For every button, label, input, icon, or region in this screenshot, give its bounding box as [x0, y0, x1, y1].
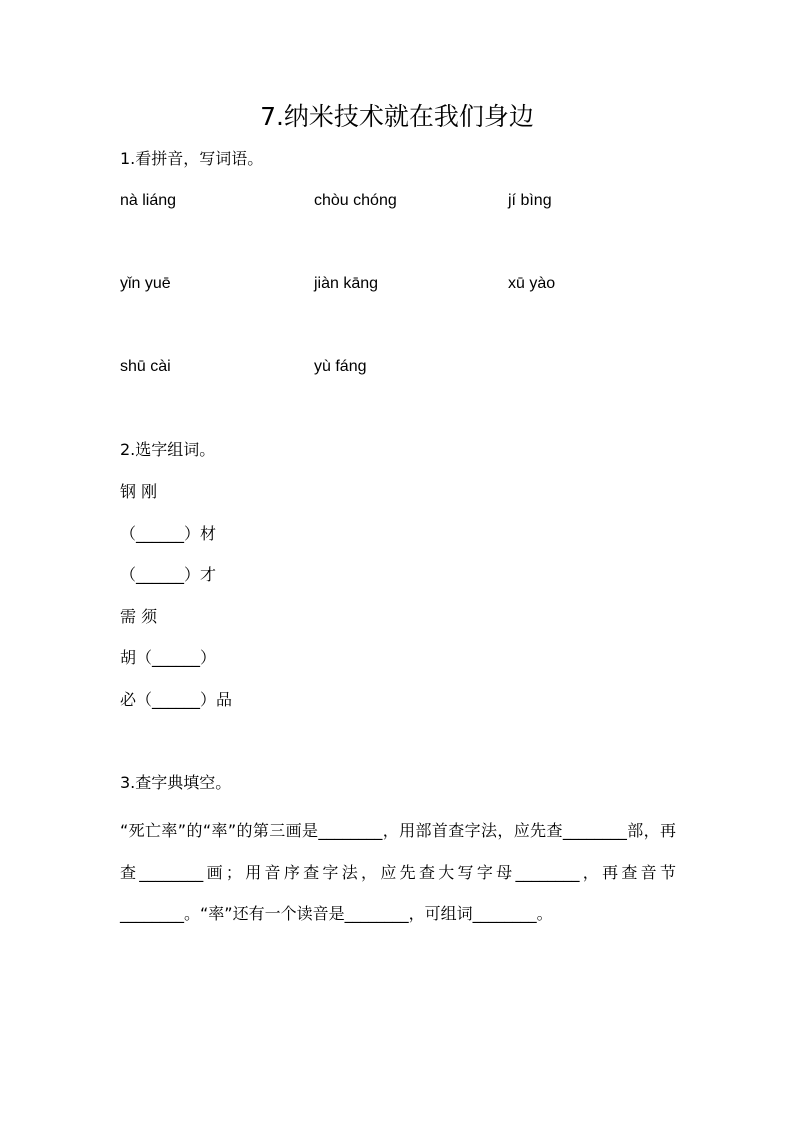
pinyin-item: shū cài	[120, 358, 171, 375]
pinyin-item: yù fáng	[314, 358, 367, 375]
pinyin-item: jiàn kāng	[314, 275, 379, 292]
pinyin-item: yǐn yuē	[120, 275, 171, 292]
fill-blank-line: 胡（______）	[120, 648, 217, 667]
section3-heading: 3.查字典填空。	[120, 773, 232, 792]
char-choice-group2: 需 须	[120, 607, 158, 626]
section2-heading: 2.选字组词。	[120, 440, 216, 459]
dictionary-question-paragraph: “死亡率”的“率”的第三画是________，用部首查字法，应先查________部，再查________画；用音序查字法，应先查大写字母________，再查音节________。“率”还有一个读音是________，可组词________。	[120, 821, 676, 923]
char-choice-group1: 钢 刚	[120, 482, 158, 501]
page-title: 7.纳米技术就在我们身边	[260, 102, 534, 131]
pinyin-item: jí bìng	[508, 192, 552, 209]
section1-heading: 1.看拼音，写词语。	[120, 149, 264, 168]
fill-blank-line: （______）材	[120, 524, 217, 543]
fill-blank-line: 必（______）品	[120, 690, 233, 709]
fill-blank-line: （______）才	[120, 565, 217, 584]
pinyin-item: chòu chóng	[314, 192, 397, 209]
pinyin-item: xū yào	[508, 275, 556, 292]
pinyin-item: nà liáng	[120, 192, 177, 209]
